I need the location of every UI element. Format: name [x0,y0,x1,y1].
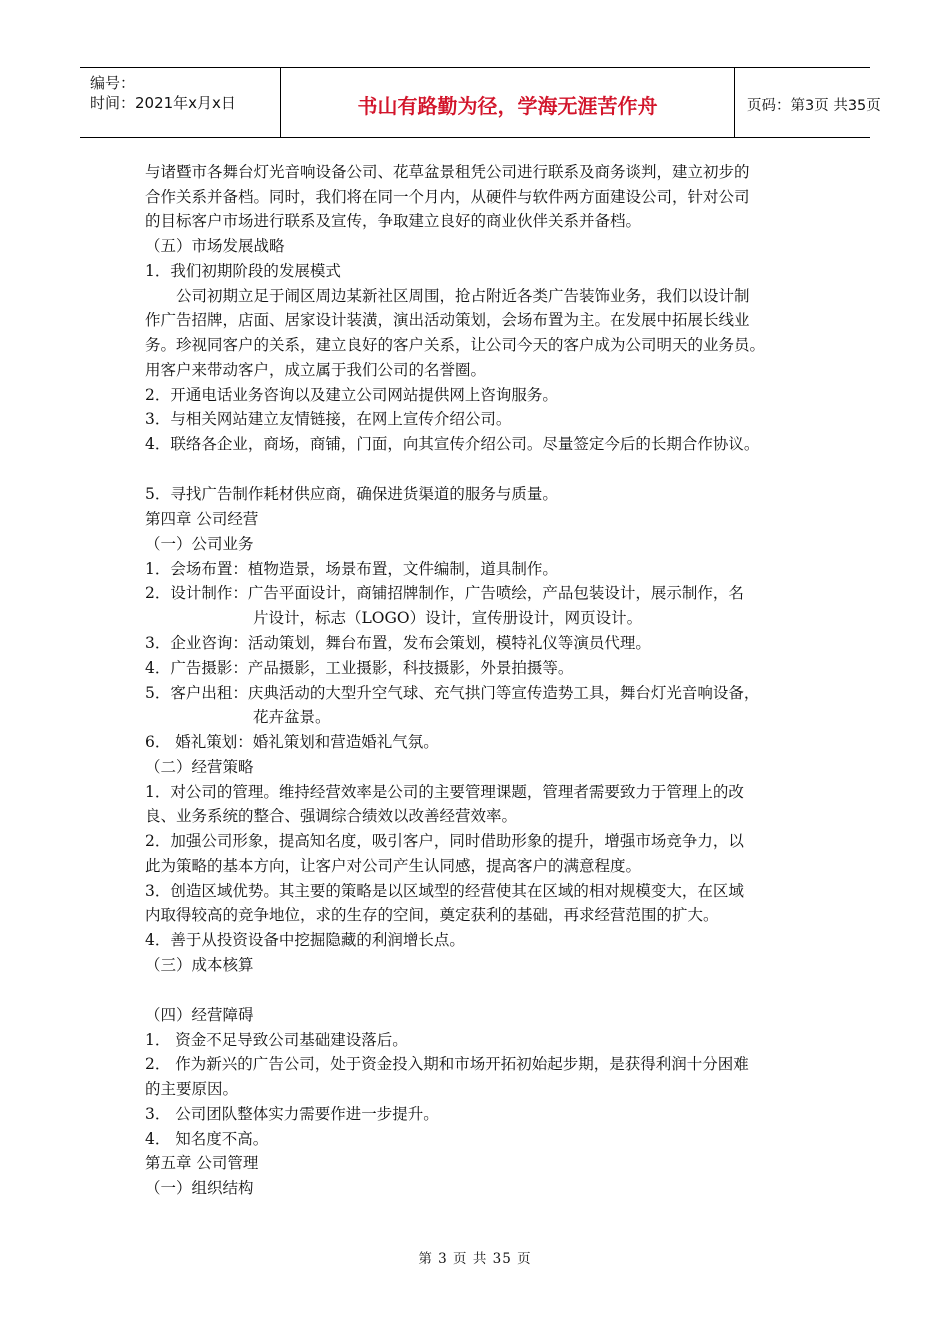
text-line: 3．企业咨询：活动策划，舞台布置，发布会策划，模特礼仪等演员代理。 [145,634,651,652]
text-line: 良、业务系统的整合、强调综合绩效以改善经营效率。 [145,807,518,825]
text-line: 的主要原因。 [145,1080,239,1098]
text-line: 1．对公司的管理。维持经营效率是公司的主要管理课题，管理者需要致力于管理上的改 [145,783,744,801]
text-line: 2． 作为新兴的广告公司，处于资金投入期和市场开拓初始起步期，是获得利润十分困难 [145,1055,749,1073]
text-line: 3．与相关网站建立友情链接，在网上宣传介绍公司。 [145,410,512,428]
document-date: 时间：2021年x月x日 [90,94,236,112]
chapter-heading: 第五章 公司管理 [145,1154,259,1172]
text-line: 片设计，标志（LOGO）设计，宣传册设计，网页设计。 [253,609,643,627]
header-left-cell [80,68,280,137]
text-line: 4．善于从投资设备中挖掘隐藏的利润增长点。 [145,931,465,949]
text-line: 3． 公司团队整体实力需要作进一步提升。 [145,1105,439,1123]
section-heading: （一）组织结构 [145,1179,254,1197]
section-heading: （四）经营障碍 [145,1006,254,1024]
text-line: 2．加强公司形象，提高知名度，吸引客户，同时借助形象的提升，增强市场竞争力，以 [145,832,744,850]
text-line: 1．会场布置：植物造景，场景布置，文件编制，道具制作。 [145,560,558,578]
section-heading: （二）经营策略 [145,758,254,776]
chapter-heading: 第四章 公司经营 [145,510,259,528]
document-code-label: 编号： [90,74,136,92]
text-line: 3．创造区域优势。其主要的策略是以区域型的经营使其在区域的相对规模变大，在区域 [145,882,744,900]
text-line: 用客户来带动客户，成立属于我们公司的名誉圈。 [145,361,487,379]
text-line: 4． 知名度不高。 [145,1130,269,1148]
text-line: 与诸暨市各舞台灯光音响设备公司、花草盆景租凭公司进行联系及商务谈判，建立初步的 [145,163,750,181]
section-heading: （一）公司业务 [145,535,254,553]
text-line: 2．设计制作：广告平面设计，商铺招牌制作，广告喷绘，产品包装设计，展示制作，名 [145,584,744,602]
text-line: 作广告招牌，店面、居家设计装潢，演出活动策划，会场布置为主。在发展中拓展长线业 [145,311,750,329]
text-line: 6． 婚礼策划：婚礼策划和营造婚礼气氛。 [145,733,439,751]
text-line: 5．客户出租：庆典活动的大型升空气球、充气拱门等宣传造势工具，舞台灯光音响设备， [145,684,760,702]
page-footer: 第 3 页 共 35 页 [418,1251,532,1267]
text-line: 1．我们初期阶段的发展模式 [145,262,341,280]
text-line: 4．广告摄影：产品摄影，工业摄影，科技摄影，外景拍摄等。 [145,659,574,677]
text-line: 2．开通电话业务咨询以及建立公司网站提供网上咨询服务。 [145,386,558,404]
text-line: 务。珍视同客户的关系，建立良好的客户关系，让公司今天的客户成为公司明天的业务员。 [145,336,766,354]
text-line: 内取得较高的竞争地位，求的生存的空间，奠定获利的基础，再求经营范围的扩大。 [145,906,719,924]
text-line: 合作关系并备档。同时，我们将在同一个月内，从硬件与软件两方面建设公司，针对公司 [145,188,750,206]
text-line: 的目标客户市场进行联系及宣传，争取建立良好的商业伙伴关系并备档。 [145,212,642,230]
text-line: 公司初期立足于闹区周边某新社区周围，抢占附近各类广告装饰业务，我们以设计制 [145,287,750,305]
text-line: 此为策略的基本方向，让客户对公司产生认同感，提高客户的满意程度。 [145,857,642,875]
header-page-cell [735,68,881,137]
text-line: 5．寻找广告制作耗材供应商，确保进货渠道的服务与质量。 [145,485,558,503]
text-line: 花卉盆景。 [253,708,331,726]
text-line: 4．联络各企业，商场，商铺，门面，向其宣传介绍公司。尽量签定今后的长期合作协议。 [145,435,760,453]
section-heading: （五）市场发展战略 [145,237,285,255]
header-motto: 书山有路勤为径，学海无涯苦作舟 [357,94,658,118]
header-page-info: 页码：第3页 共35页 [747,98,881,114]
page-header [80,67,881,138]
section-heading: （三）成本核算 [145,956,254,974]
header-motto-cell [280,68,735,137]
text-line: 1． 资金不足导致公司基础建设落后。 [145,1031,408,1049]
